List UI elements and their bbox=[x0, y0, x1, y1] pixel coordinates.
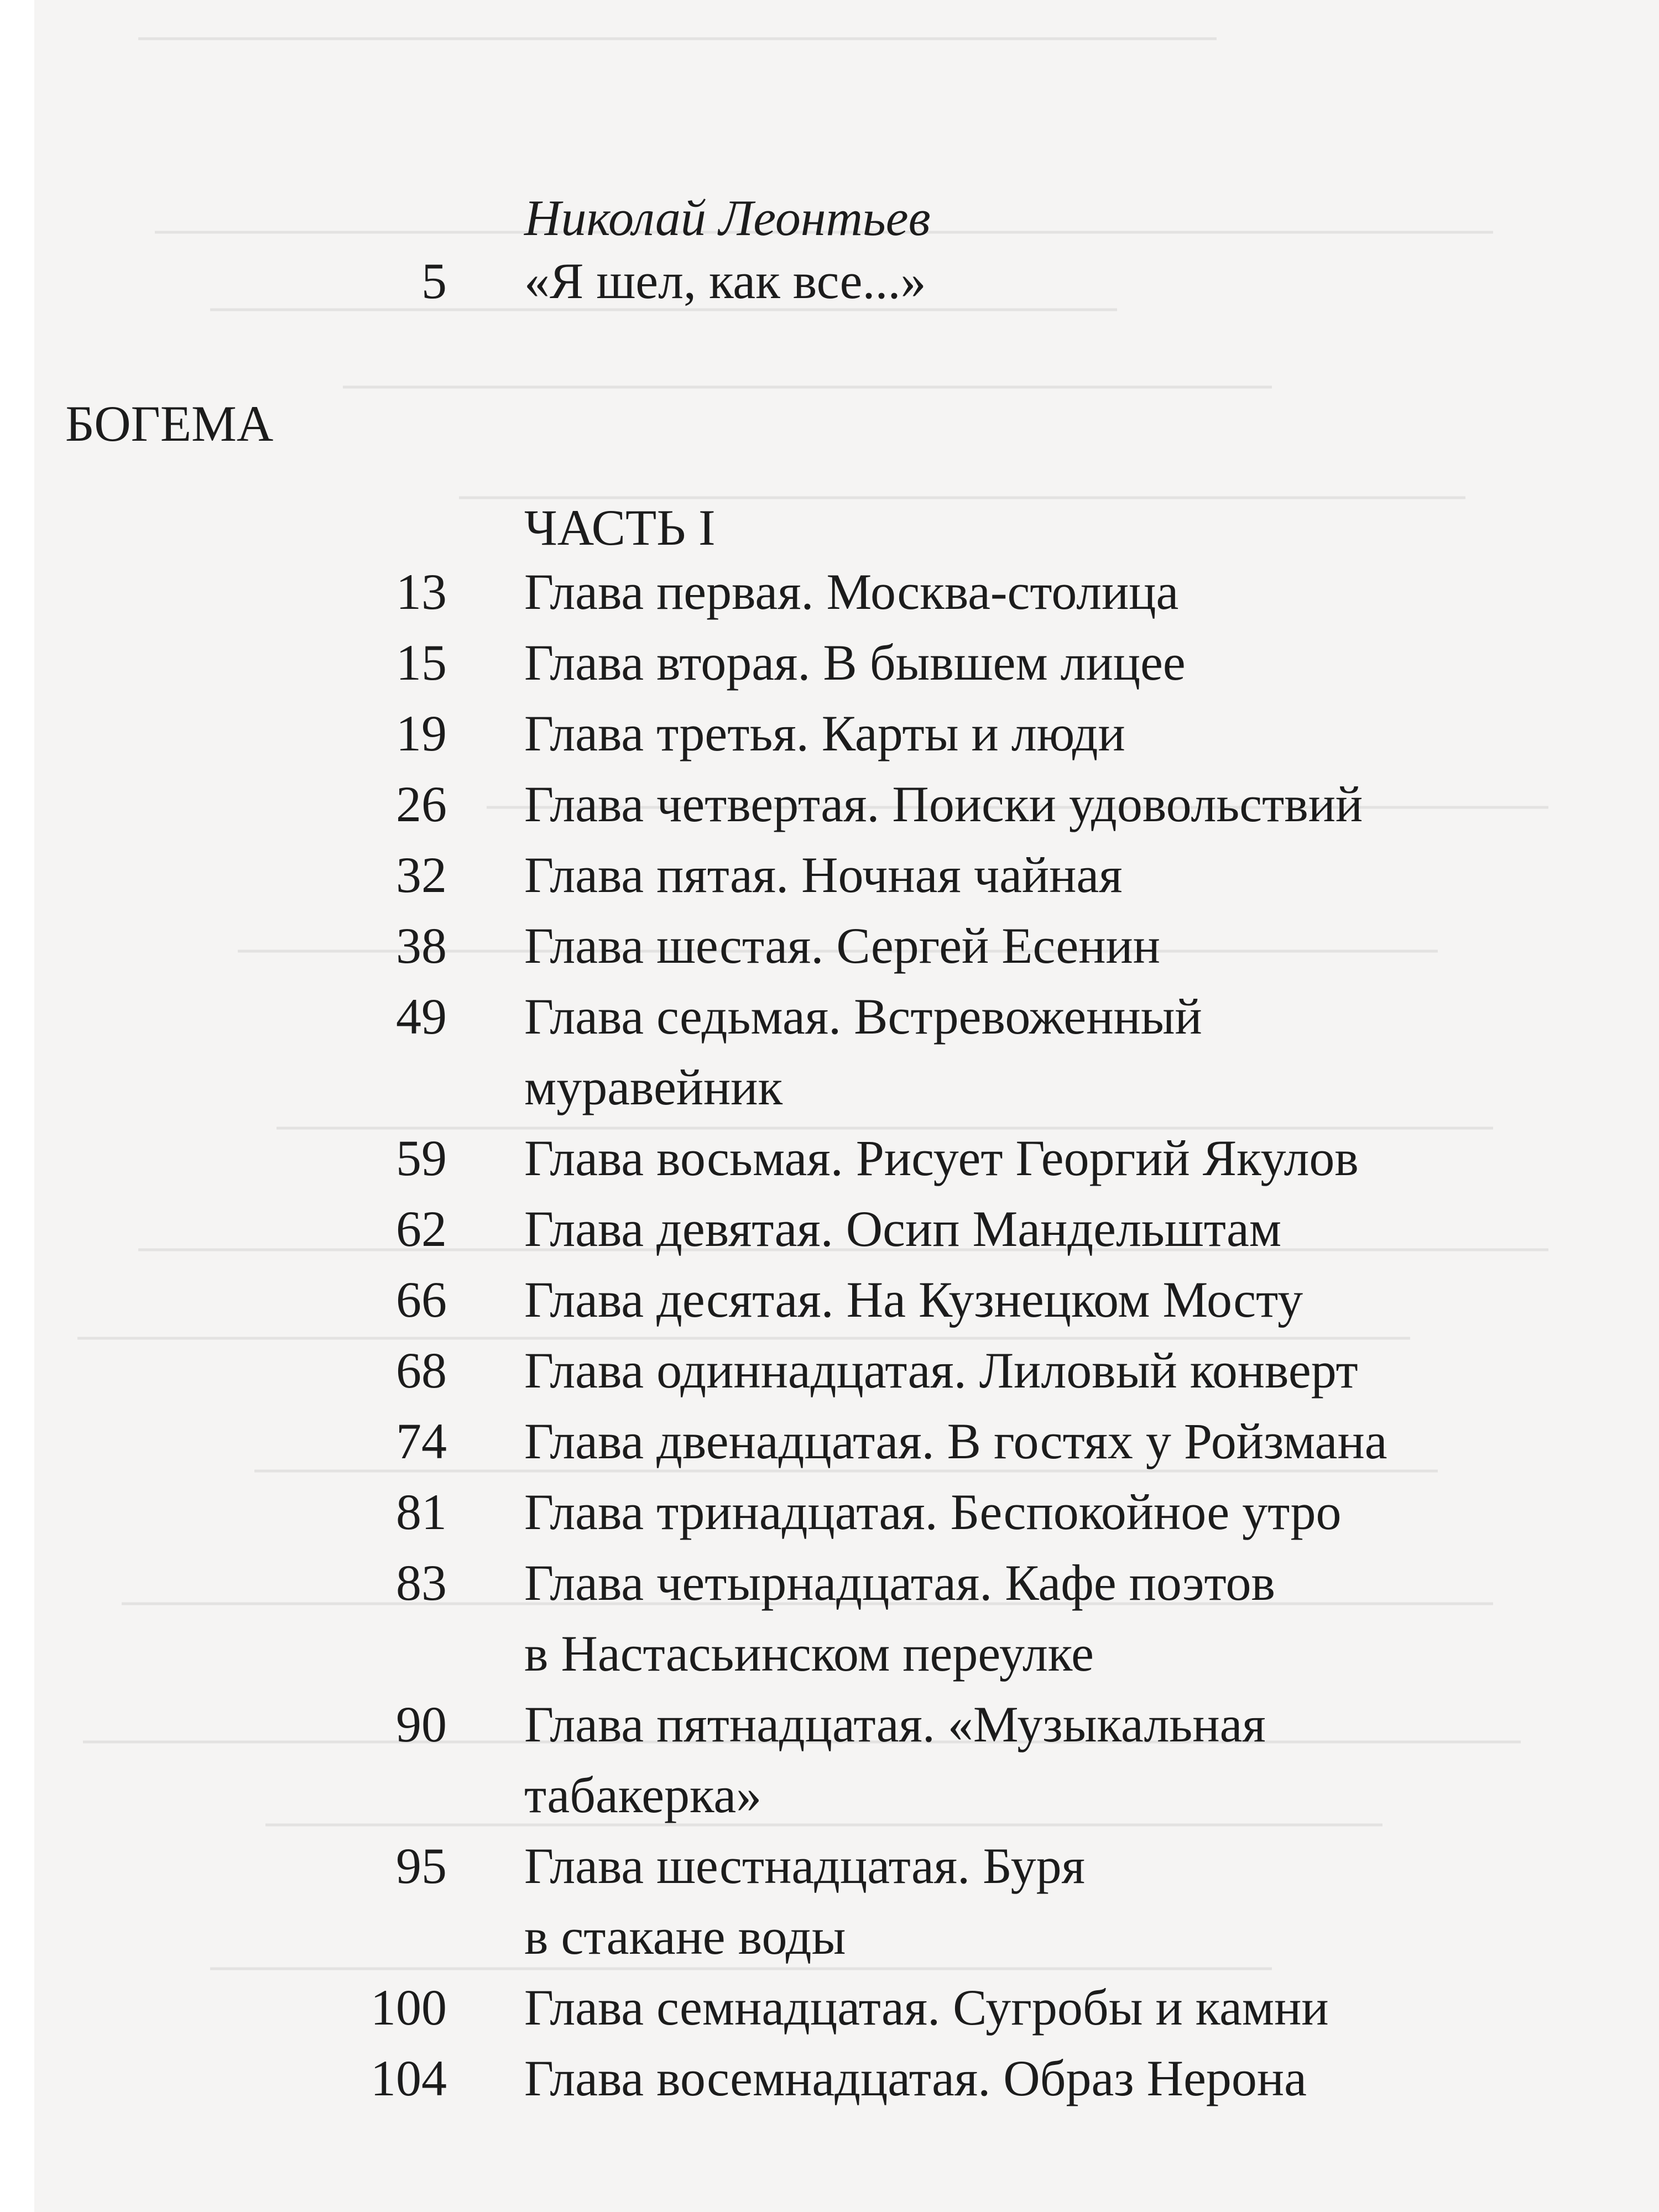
toc-page-number: 90 bbox=[396, 1696, 447, 1752]
toc-chapter-title: Глава десятая. На Кузнецком Мосту bbox=[524, 1271, 1303, 1328]
toc-chapter-title-continuation: в Настасьинском переулке bbox=[524, 1625, 1094, 1682]
toc-page-number: 32 bbox=[396, 847, 447, 903]
toc-page-number: 62 bbox=[396, 1201, 447, 1257]
toc-chapter-title: Глава вторая. В бывшем лицее bbox=[524, 634, 1186, 691]
toc-chapter-title-continuation: табакерка» bbox=[524, 1767, 762, 1823]
toc-page-number: 74 bbox=[396, 1413, 447, 1469]
toc-page-number: 100 bbox=[371, 1979, 447, 2036]
toc-page-number: 83 bbox=[396, 1554, 447, 1611]
toc-chapter-title: Глава третья. Карты и люди bbox=[524, 705, 1125, 761]
toc-page-number: 95 bbox=[396, 1838, 447, 1894]
toc-chapter-title: Глава седьмая. Встревоженный bbox=[524, 988, 1202, 1045]
toc-page-number: 38 bbox=[396, 917, 447, 974]
toc-chapter-title: Глава шестнадцатая. Буря bbox=[524, 1838, 1085, 1894]
toc-chapter-title-continuation: муравейник bbox=[524, 1059, 783, 1115]
preface-title: «Я шел, как все...» bbox=[524, 253, 926, 309]
preface-author: Николай Леонтьев bbox=[524, 190, 931, 246]
toc-chapter-title-continuation: в стакане воды bbox=[524, 1908, 846, 1965]
toc-page-number: 59 bbox=[396, 1130, 447, 1186]
toc-chapter-title: Глава четырнадцатая. Кафе поэтов bbox=[524, 1554, 1275, 1611]
toc-page-number: 19 bbox=[396, 705, 447, 761]
toc-chapter-title: Глава пятнадцатая. «Музыкальная bbox=[524, 1696, 1266, 1752]
toc-chapter-title: Глава пятая. Ночная чайная bbox=[524, 847, 1123, 903]
toc-page-number: 26 bbox=[396, 776, 447, 832]
toc-chapter-title: Глава первая. Москва-столица bbox=[524, 564, 1179, 620]
toc-chapter-title: Глава девятая. Осип Мандельштам bbox=[524, 1201, 1282, 1257]
toc-page-number: 68 bbox=[396, 1342, 447, 1399]
toc-chapter-title: Глава семнадцатая. Сугробы и камни bbox=[524, 1979, 1329, 2036]
toc-chapter-title: Глава тринадцатая. Беспокойное утро bbox=[524, 1484, 1342, 1540]
toc-page-number: 81 bbox=[396, 1484, 447, 1540]
toc-page-number: 13 bbox=[396, 564, 447, 620]
toc-page-number: 66 bbox=[396, 1271, 447, 1328]
part-title: ЧАСТЬ I bbox=[524, 499, 716, 556]
toc-page-number: 49 bbox=[396, 988, 447, 1045]
toc-chapter-title: Глава шестая. Сергей Есенин bbox=[524, 917, 1160, 974]
toc-page-number: 104 bbox=[371, 2050, 447, 2106]
toc-chapter-title: Глава восьмая. Рисует Георгий Якулов bbox=[524, 1130, 1359, 1186]
toc-chapter-title: Глава двенадцатая. В гостях у Ройзмана bbox=[524, 1413, 1387, 1469]
toc-chapter-title: Глава четвертая. Поиски удовольствий bbox=[524, 776, 1363, 832]
section-title: БОГЕМА bbox=[65, 395, 274, 452]
preface-page-number: 5 bbox=[421, 253, 447, 309]
toc-page-number: 15 bbox=[396, 634, 447, 691]
toc-chapter-title: Глава восемнадцатая. Образ Нерона bbox=[524, 2050, 1307, 2106]
toc-chapter-title: Глава одиннадцатая. Лиловый конверт bbox=[524, 1342, 1358, 1399]
